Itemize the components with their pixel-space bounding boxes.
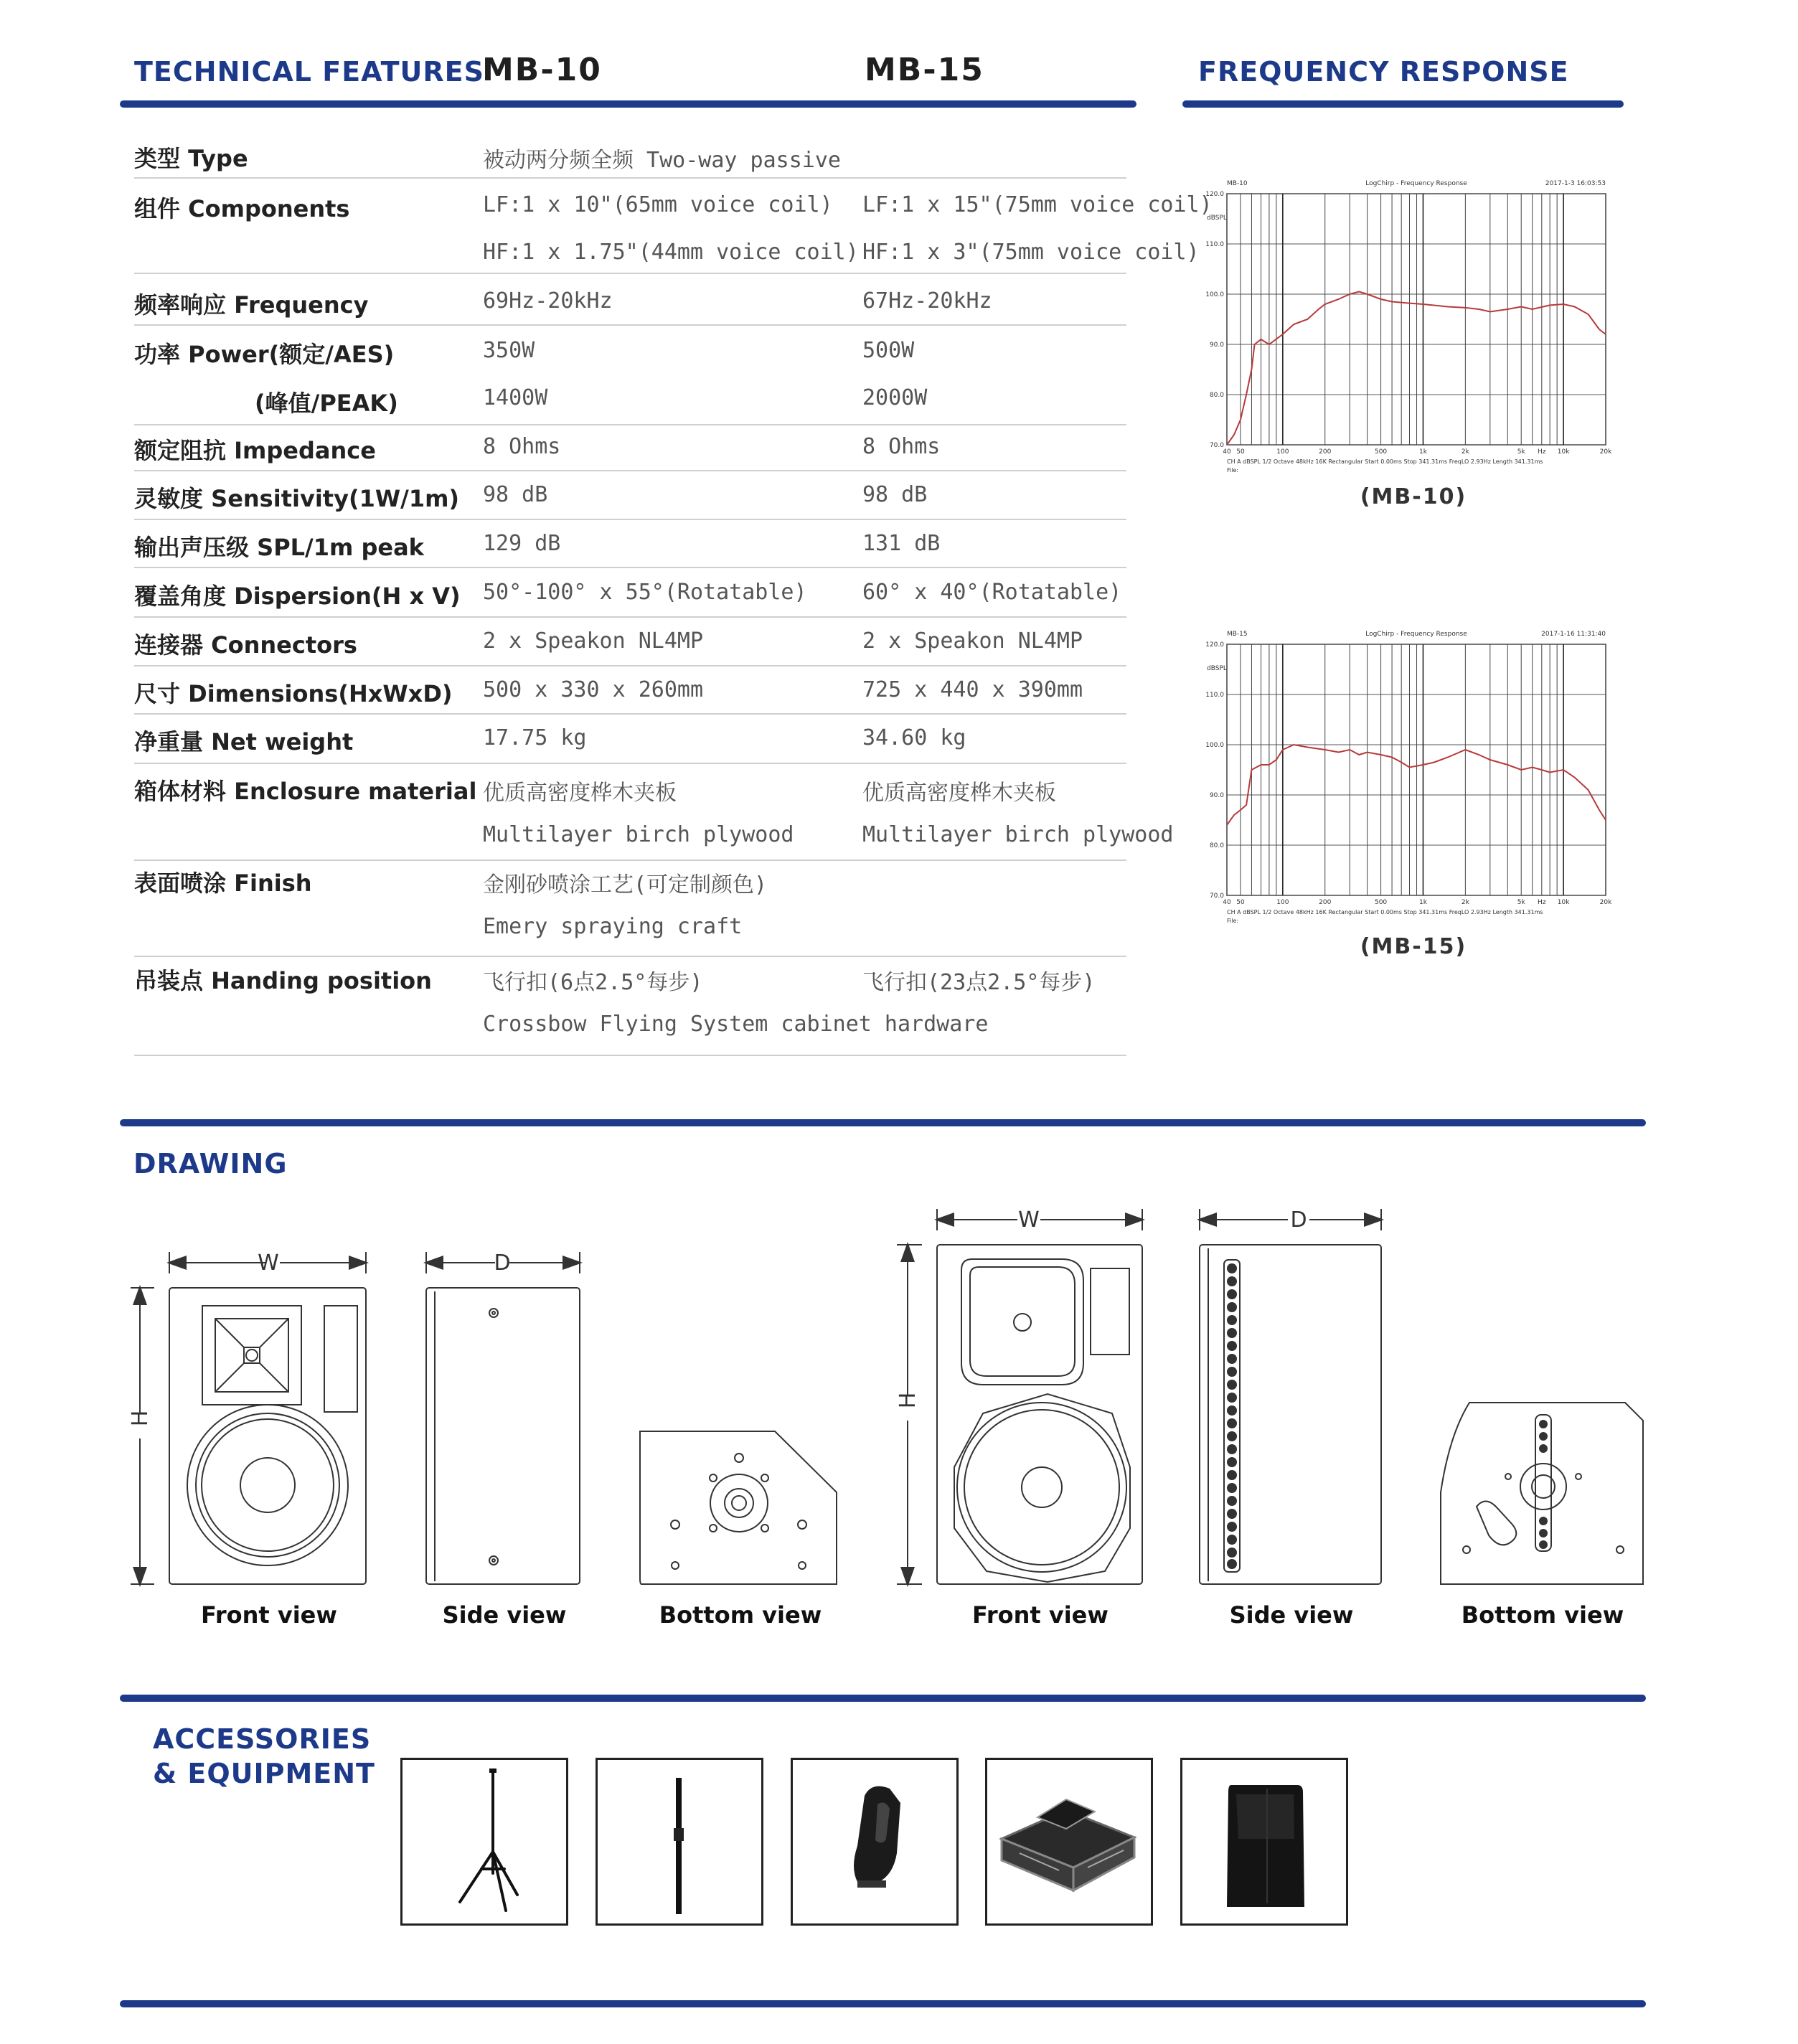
- spec-value-mb10-line2: HF:1 x 1.75"(44mm voice coil): [483, 240, 859, 265]
- graph-ytick: 110.0: [1205, 241, 1224, 248]
- spec-row: [134, 960, 1126, 1056]
- frequency-response-divider: [1182, 100, 1624, 108]
- spec-value-mb15-line2: 2000W: [862, 385, 928, 410]
- protective-cover-icon: [1182, 1760, 1346, 1923]
- accessories-title-line1: ACCESSORIES: [153, 1723, 372, 1755]
- spec-value-mb15: LF:1 x 15"(75mm voice coil): [862, 192, 1213, 217]
- spec-value-mb10: 优质高密度桦木夹板: [483, 781, 677, 806]
- spec-value-mb10-line2: 1400W: [483, 385, 548, 410]
- accessory-speaker-pole: [596, 1758, 763, 1926]
- view-label-mb15-side: Side view: [1229, 1601, 1354, 1629]
- spec-value-mb10: LF:1 x 10"(65mm voice coil): [483, 192, 833, 217]
- graph-xtick: 1k: [1419, 899, 1427, 906]
- spec-value-mb15: 60° x 40°(Rotatable): [862, 580, 1122, 605]
- spec-value-mb10-line2: Emery spraying craft: [483, 914, 743, 939]
- spec-row: [134, 771, 1174, 861]
- graph-ytick: 80.0: [1209, 392, 1224, 399]
- graph-xtick: 200: [1319, 448, 1332, 456]
- graph-ylabel: dBSPL: [1207, 215, 1227, 222]
- view-label-mb10-front: Front view: [201, 1601, 337, 1629]
- spec-label: 输出声压级 SPL/1m peak: [134, 534, 424, 561]
- spec-value-mb10: 金刚砂喷涂工艺(可定制颜色): [483, 872, 768, 898]
- spec-value-mb15: 34.60 kg: [862, 725, 966, 750]
- graph-file-label: File:: [1227, 467, 1239, 474]
- spec-row: [134, 575, 1126, 618]
- spec-value-mb15: 飞行扣(23点2.5°每步): [862, 970, 1096, 995]
- spec-value-mb15: 98 dB: [862, 482, 928, 507]
- spec-label: 功率 Power(额定/AES): [134, 341, 395, 368]
- graph-ytick: 70.0: [1209, 893, 1224, 900]
- graph-ytick: 120.0: [1205, 641, 1224, 649]
- spec-value-mb10: 2 x Speakon NL4MP: [483, 628, 704, 654]
- graph-xtick: 10k: [1557, 448, 1570, 456]
- accessories-title-line2: & EQUIPMENT: [153, 1758, 375, 1789]
- spec-row: [134, 334, 1126, 425]
- spec-label: 灵敏度 Sensitivity(1W/1m): [134, 485, 460, 512]
- graph-xtick: 500: [1374, 448, 1388, 456]
- spec-row: [134, 478, 1126, 520]
- dim-h-label-mb15: H: [895, 1392, 921, 1409]
- graph-ytick: 90.0: [1209, 342, 1224, 349]
- spec-value-mb10-line2: Multilayer birch plywood: [483, 822, 794, 847]
- spec-row: [134, 721, 1126, 764]
- spec-value-mb15: 725 x 440 x 390mm: [862, 677, 1083, 702]
- spec-value-mb15: 2 x Speakon NL4MP: [862, 628, 1083, 654]
- graph-xtick: Hz: [1538, 448, 1546, 456]
- mb10-bottom-drawing: [640, 1431, 837, 1584]
- graph-xtick: 1k: [1419, 448, 1427, 456]
- graph-ytick: 110.0: [1205, 692, 1224, 699]
- dim-w-label-mb10: W: [258, 1251, 279, 1276]
- graph-xtick: 10k: [1557, 899, 1570, 906]
- graph-model-label: MB-10: [1227, 180, 1248, 187]
- graph-ytick: 90.0: [1209, 792, 1224, 799]
- spec-row: [134, 527, 1126, 568]
- spec-value-mb15: 67Hz-20kHz: [862, 288, 992, 314]
- spec-value-mb10: 500 x 330 x 260mm: [483, 677, 704, 702]
- graph-xtick: 100: [1276, 448, 1289, 456]
- graph-ytick: 120.0: [1205, 191, 1224, 198]
- graph-ytick: 100.0: [1205, 291, 1224, 298]
- graph-xtick: 40: [1223, 448, 1231, 456]
- graph-ylabel: dBSPL: [1207, 665, 1227, 672]
- graph-ytick: 100.0: [1205, 742, 1224, 749]
- spec-value-mb10: 350W: [483, 338, 535, 363]
- graph-xtick: 5k: [1517, 448, 1525, 456]
- spec-label: 吊装点 Handing position: [134, 967, 432, 994]
- drawing-divider: [120, 1119, 1646, 1126]
- graph-xtick: 50: [1236, 448, 1245, 456]
- spec-label: 额定阻抗 Impedance: [134, 437, 376, 464]
- graph-title: LogChirp - Frequency Response: [1365, 180, 1467, 187]
- dim-h-label-mb10: H: [128, 1410, 153, 1427]
- frequency-graph-mb-15: [1205, 631, 1612, 924]
- dim-d-label-mb15: D: [1290, 1207, 1307, 1233]
- graph-xtick: 500: [1374, 899, 1388, 906]
- spec-row: [134, 430, 1126, 471]
- spec-value-mb10: 69Hz-20kHz: [483, 288, 613, 314]
- spec-row: [134, 673, 1126, 715]
- graph-xtick: 20k: [1599, 448, 1612, 456]
- spec-row: [134, 862, 1126, 957]
- graph-footer: CH A dBSPL 1/2 Octave 48kHz 16K Rectangular Start 0.00ms Stop 341.31ms FreqLO 2.93Hz Length 341.31ms: [1227, 458, 1543, 465]
- spec-row: [134, 138, 1126, 179]
- rigging-bracket-icon: [793, 1760, 956, 1923]
- spec-value-mb10: 8 Ohms: [483, 434, 561, 459]
- spec-value-mb10-line2: Crossbow Flying System cabinet hardware: [483, 1012, 989, 1037]
- mb10-side-drawing: [426, 1252, 580, 1584]
- frequency-response-graphs: [1205, 172, 1614, 969]
- graph-xtick: 2k: [1461, 448, 1469, 456]
- speaker-pole-icon: [598, 1760, 761, 1923]
- spec-value-mb15: 131 dB: [862, 531, 941, 556]
- spec-row: [134, 624, 1126, 667]
- tripod-stand-icon: [403, 1760, 566, 1923]
- spec-value-mb15-line2: Multilayer birch plywood: [862, 822, 1174, 847]
- spec-value-mb10: 被动两分频全频 Two-way passive: [483, 148, 841, 173]
- graph-xtick: 50: [1236, 899, 1245, 906]
- spec-label: 尺寸 Dimensions(HxWxD): [134, 680, 453, 707]
- graph-xtick: 100: [1276, 899, 1289, 906]
- mb10-front-drawing: [131, 1252, 366, 1584]
- spec-label: 连接器 Connectors: [134, 631, 357, 659]
- spec-value-mb15: 8 Ohms: [862, 434, 941, 459]
- graph-xtick: 200: [1319, 899, 1332, 906]
- graph-xtick: 5k: [1517, 899, 1525, 906]
- graph-ytick: 70.0: [1209, 442, 1224, 449]
- graph-footer: CH A dBSPL 1/2 Octave 48kHz 16K Rectangular Start 0.00ms Stop 341.31ms FreqLO 2.93Hz Length 341.31ms: [1227, 909, 1543, 915]
- dim-d-label-mb10: D: [494, 1251, 511, 1276]
- mb15-front-drawing: [897, 1209, 1142, 1584]
- spec-value-mb10: 50°-100° x 55°(Rotatable): [483, 580, 807, 605]
- accessory-tripod-stand: [400, 1758, 568, 1926]
- drawing-title: DRAWING: [133, 1148, 288, 1179]
- technical-drawings: [122, 1191, 1665, 1614]
- graph-xtick: 20k: [1599, 899, 1612, 906]
- graph-xtick: 2k: [1461, 899, 1469, 906]
- graph-date: 2017-1-3 16:03:53: [1545, 180, 1606, 187]
- spec-value-mb15-line2: HF:1 x 3"(75mm voice coil): [862, 240, 1200, 265]
- graph-ytick: 80.0: [1209, 842, 1224, 849]
- graph-caption-mb15: (MB-15): [1360, 934, 1467, 959]
- spec-value-mb10: 飞行扣(6点2.5°每步): [483, 970, 703, 995]
- spec-value-mb10: 17.75 kg: [483, 725, 587, 750]
- spec-value-mb10: 98 dB: [483, 482, 548, 507]
- graph-file-label: File:: [1227, 918, 1239, 924]
- spec-label: 频率响应 Frequency: [134, 291, 369, 319]
- tech-features-divider: [120, 100, 1136, 108]
- spec-value-mb15: 优质高密度桦木夹板: [862, 781, 1056, 806]
- spec-row: [134, 284, 1126, 326]
- technical-features-title: TECHNICAL FEATURES: [134, 56, 484, 88]
- spec-label: 覆盖角度 Dispersion(H x V): [134, 583, 461, 610]
- frequency-response-title: FREQUENCY RESPONSE: [1198, 56, 1569, 88]
- spec-value-mb10: 129 dB: [483, 531, 561, 556]
- view-label-mb15-bottom: Bottom view: [1461, 1601, 1624, 1629]
- spec-label-secondary: (峰值/PEAK): [255, 390, 398, 417]
- spec-label: 组件 Components: [134, 195, 350, 222]
- accessories-divider: [120, 1695, 1646, 1702]
- mb15-side-drawing: [1200, 1209, 1381, 1584]
- spec-label: 类型 Type: [134, 145, 248, 172]
- accessory-flight-case: [985, 1758, 1153, 1926]
- graph-xtick: 40: [1223, 899, 1231, 906]
- spec-label: 净重量 Net weight: [134, 728, 354, 755]
- footer-divider: [120, 2000, 1646, 2007]
- accessory-rigging-bracket: [791, 1758, 959, 1926]
- model-b-heading: MB-15: [865, 52, 984, 88]
- spec-label: 箱体材料 Enclosure material: [134, 778, 477, 805]
- spec-label: 表面喷涂 Finish: [134, 870, 312, 897]
- graph-xtick: Hz: [1538, 899, 1546, 906]
- view-label-mb10-bottom: Bottom view: [659, 1601, 822, 1629]
- graph-model-label: MB-15: [1227, 631, 1248, 638]
- flight-case-icon: [987, 1760, 1151, 1923]
- view-label-mb15-front: Front view: [972, 1601, 1109, 1629]
- view-label-mb10-side: Side view: [442, 1601, 567, 1629]
- graph-date: 2017-1-16 11:31:40: [1541, 631, 1606, 638]
- graph-caption-mb10: (MB-10): [1360, 484, 1467, 509]
- graph-title: LogChirp - Frequency Response: [1365, 631, 1467, 638]
- mb15-bottom-drawing: [1441, 1403, 1643, 1584]
- accessory-protective-cover: [1180, 1758, 1348, 1926]
- spec-row: [134, 188, 1213, 274]
- dim-w-label-mb15: W: [1018, 1207, 1040, 1233]
- spec-value-mb15: 500W: [862, 338, 915, 363]
- frequency-graph-mb-10: [1205, 180, 1612, 474]
- model-a-heading: MB-10: [482, 52, 602, 88]
